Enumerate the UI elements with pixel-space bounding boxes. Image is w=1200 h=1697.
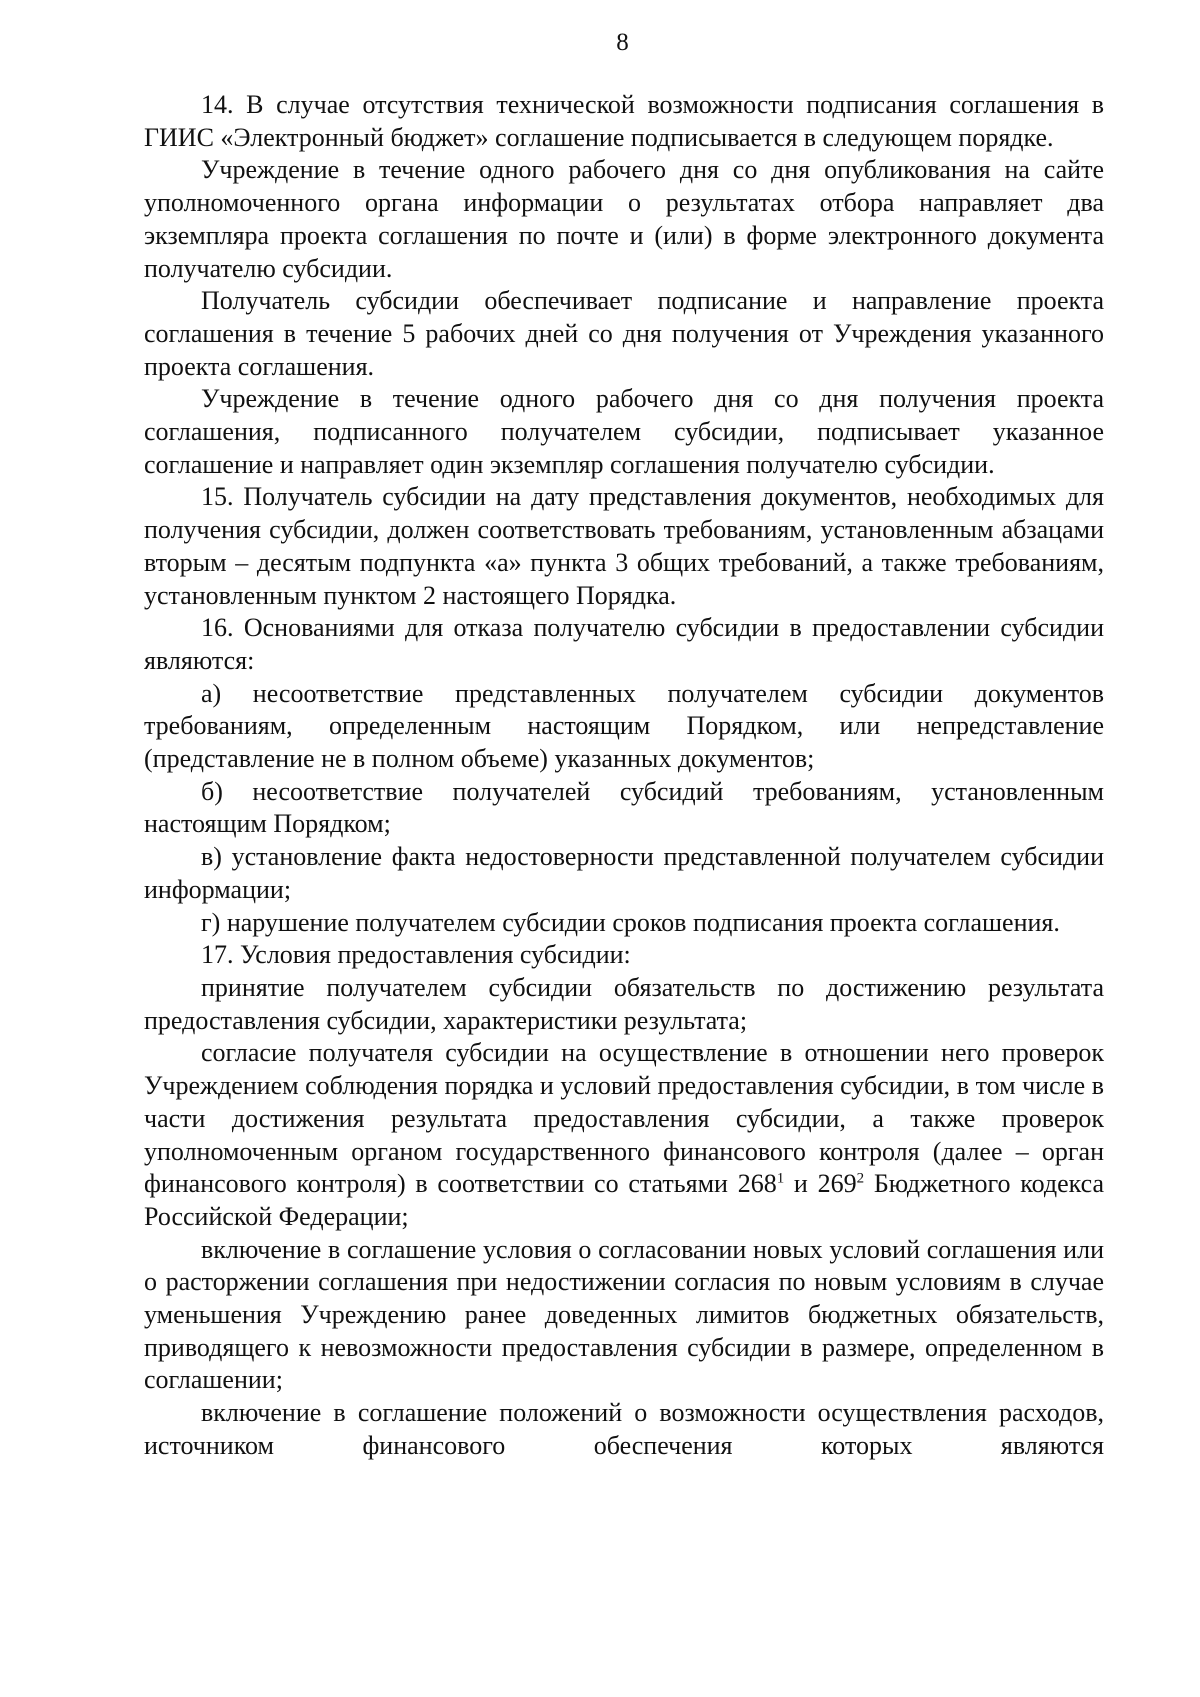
paragraph-17-obligations: принятие получателем субсидии обязательств по достижению результата предоставления субсидии, характеристики результата; — [144, 972, 1104, 1035]
paragraph-15: 15. Получатель субсидии на дату представления документов, необходимых для получения субсидии, должен соответствовать требованиям, установленным абзацами вторым – десятым подпункта «а» пункта 3 общих требований, а также требованиям, установленным пунктом 2 настоящего Порядка. — [144, 482, 1104, 610]
paragraph-14-institution-signing: Учреждение в течение одного рабочего дня со дня получения проекта соглашения, подписанного получателем субсидии, подписывает указанное соглашение и направляет один экземпляр соглашения получателю субсидии. — [144, 384, 1104, 479]
document-body — [144, 89, 1104, 1463]
consent-text-after: Бюджетного кодекса Российской Федерации; — [144, 1169, 1104, 1231]
paragraph-14-publication: Учреждение в течение одного рабочего дня со дня опубликования на сайте уполномоченного органа информации о результатах отбора направляет два экземпляра проекта соглашения по почте и (или) в форме электронного документа получателю субсидии. — [144, 155, 1104, 283]
paragraph-17-consent — [144, 1037, 1104, 1233]
paragraph-17: 17. Условия предоставления субсидии: — [201, 940, 631, 970]
paragraph-16-v: в) установление факта недостоверности представленной получателем субсидии информации; — [144, 842, 1104, 904]
article-ref-superscript-2: 2 — [856, 1170, 865, 1187]
paragraph-14: 14. В случае отсутствия технической возможности подписания соглашения в ГИИС «Электронный бюджет» соглашение подписывается в следующем порядке. — [144, 90, 1104, 152]
consent-text-before: согласие получателя субсидии на осуществление в отношении него проверок Учреждением соблюдения порядка и условий предоставления субсидии, в том числе в части достижения результата предоставления субсидии, а также проверок уполномоченным органом государственного финансового контроля (далее – орган финансового контроля) в соответствии со статьями 268 — [144, 1038, 1104, 1199]
paragraph-16-g: г) нарушение получателем субсидии сроков подписания проекта соглашения. — [201, 907, 1060, 937]
paragraph-16: 16. Основаниями для отказа получателю субсидии в предоставлении субсидии являются: — [144, 613, 1104, 675]
paragraph-16-b: б) несоответствие получателей субсидий требованиям, установленным настоящим Порядком; — [144, 776, 1104, 839]
page-number: 8 — [616, 29, 629, 56]
paragraph-17-expenses: включение в соглашение положений о возможности осуществления расходов, источником финансового обеспечения которых являются — [144, 1398, 1104, 1460]
paragraph-14-recipient-signing: Получатель субсидии обеспечивает подписание и направление проекта соглашения в течение 5 рабочих дней со дня получения от Учреждения указанного проекта соглашения. — [144, 286, 1104, 381]
paragraph-16-a: а) несоответствие представленных получателем субсидии документов требованиям, определенным настоящим Порядком, или непредставление (представление не в полном объеме) указанных документов; — [144, 678, 1104, 774]
paragraph-17-new-conditions: включение в соглашение условия о согласовании новых условий соглашения или о расторжении соглашения при недостижении согласия по новым условиям в случае уменьшения Учреждению ранее доведенных лимитов бюджетных обязательств, приводящего к невозможности предоставления субсидии в размере, определенном в соглашении; — [144, 1234, 1104, 1395]
consent-text-middle: и 269 — [784, 1169, 857, 1199]
article-ref-superscript-1: 1 — [776, 1170, 785, 1187]
